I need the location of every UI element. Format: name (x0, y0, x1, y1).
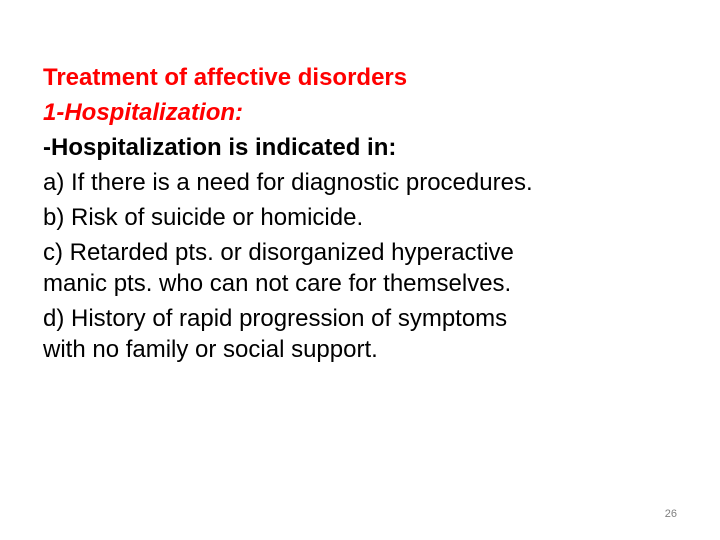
indication-line: d) History of rapid progression of symptoms (43, 305, 508, 332)
indication-item-a (43, 167, 683, 198)
indication-line: b) Risk of suicide or homicide. (43, 204, 364, 231)
indication-line: manic pts. who can not care for themselves. (43, 270, 512, 297)
indication-line: a) If there is a need for diagnostic procedures. (43, 169, 533, 196)
indication-line: c) Retarded pts. or disorganized hyperactive (43, 239, 514, 266)
indication-item-c (43, 237, 683, 299)
slide-content (43, 62, 683, 369)
slide-title: Treatment of affective disorders (43, 64, 408, 91)
indication-intro: -Hospitalization is indicated in: (43, 134, 397, 161)
indication-item-b (43, 202, 683, 233)
page-number: 26 (664, 508, 677, 520)
indication-line: with no family or social support. (43, 336, 378, 363)
indication-item-d (43, 303, 683, 365)
section-heading: 1-Hospitalization: (43, 99, 244, 126)
